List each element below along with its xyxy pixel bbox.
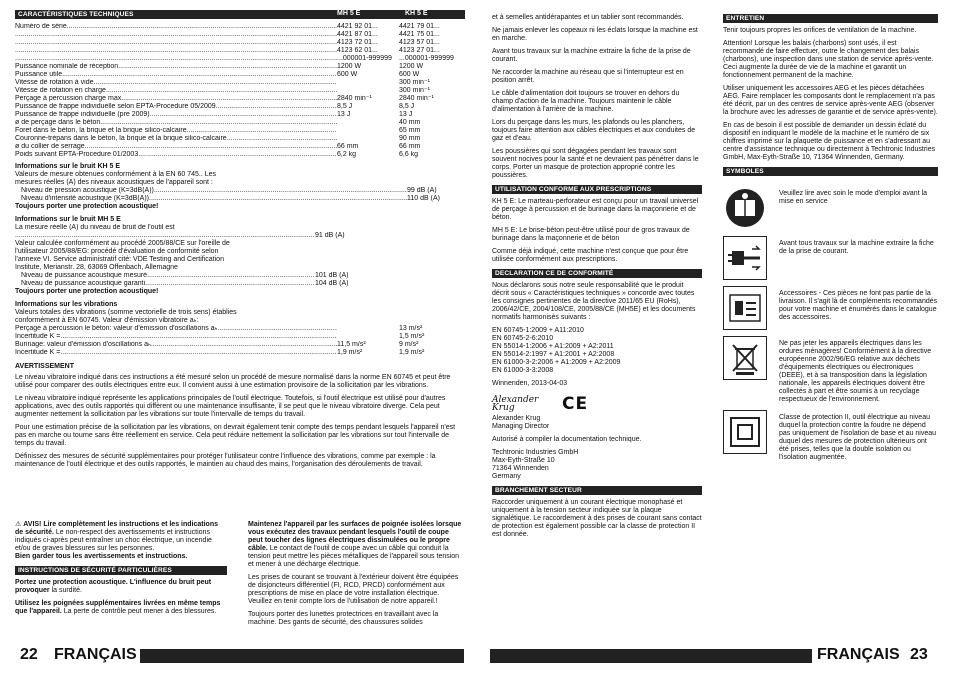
left-column-top [15, 10, 465, 474]
maintenance-header: ENTRETIEN [723, 14, 938, 23]
paragraph: Lors du perçage dans les murs, les plafonds ou les planchers, toujours faire attention aux câbles électriques et aux conduites de gaz et d'eau. [492, 119, 696, 142]
double-insulation-icon [723, 410, 767, 454]
unplug-icon [723, 236, 767, 280]
right-column-2 [723, 14, 938, 468]
spec-row [15, 143, 465, 151]
vib-kh: 13 m/s² [399, 325, 423, 332]
left-footer-bar [140, 649, 464, 663]
norm-item: EN 55014-2:1997 + A1:2001 + A2:2008 [492, 351, 615, 358]
norm-item: EN 55014-1:2006 + A1:2009 + A2:2011 [492, 343, 614, 350]
spec-mh: 6,2 kg [337, 151, 357, 158]
noise-mh-row [21, 272, 465, 280]
spec-label: ø de perçage dans le béton [15, 119, 101, 126]
spec-mh: 600 W [337, 71, 358, 78]
avis-text: Le non-respect des avertissements et instructions indiqués ci-après peut entraîner un choc électrique, un incendie et/ou de graves blessures sur les personnes. [15, 529, 212, 552]
safety-2-text: La perte de contrôle peut mener à des blessures. [61, 608, 217, 615]
serial-row [15, 47, 465, 55]
use-mh: MH 5 E: Le brise-béton peut-être utilisé pour de gros travaux de burinage dans la maçonnerie et de béton [492, 227, 690, 242]
paragraph: Ne jamais enlever les copeaux ni les éclats lorsque la machine est en marche. [492, 27, 698, 42]
noise-mh-row: La mesure réelle (A) du niveau de bruit de l'outil est [15, 224, 175, 231]
right-footer-bar [490, 649, 812, 663]
noise-value: 110 dB (A) [407, 195, 440, 202]
spec-row [15, 79, 465, 87]
spec-mh: 1200 W [337, 63, 362, 70]
serial-label: Numéro de série [15, 23, 67, 30]
noise-label: Niveau de puissance acoustique mesuré [21, 272, 148, 279]
serial-row [15, 31, 465, 39]
spec-row [15, 111, 465, 119]
vib-kh: 9 m/s² [399, 341, 419, 348]
spec-kh: 600 W [399, 71, 420, 78]
address-line: 71364 Winnenden [492, 465, 549, 472]
vib-label: Burinage: valeur d'émission d'oscillations aₕ [15, 341, 151, 348]
vib-mh: 11,5 m/s² [337, 341, 366, 348]
spec-kh: 1200 W [399, 63, 424, 70]
norm-item: EN 61000-3-3:2008 [492, 367, 554, 374]
spec-kh: 13 J [399, 111, 413, 118]
warning-p3: Pour une estimation précise de la sollicitation par les vibrations, on devrait également tenir compte des temps pendant lesquels l'appareil n'est pas en marche ou tourne sans être réellement en service. Cela peut réduire nettement la sollicitation par les vibrations sur tout l'intervalle de temps du travail. [15, 424, 456, 447]
vib-row [15, 325, 465, 333]
spec-kh: 300 min⁻¹ [399, 87, 430, 94]
paragraph: Le câble d'alimentation doit toujours se trouver en dehors du champ d'action de la machine. Toujours maintenir le câble d'alimentation à l'arrière de la machine. [492, 90, 680, 113]
noise-mh-title: Informations sur le bruit MH 5 E [15, 216, 121, 223]
noise-mh-row [21, 280, 465, 288]
noise-value: 99 dB (A) [407, 187, 437, 194]
right-column-1 [492, 14, 702, 544]
safety-3-bold: Maintenez l'appareil par les surfaces de poignée isolées lorsque vous exécutez des travaux pendant lesquels l'outil de coupe peut toucher des lignes électriques dissimulées ou le propre câble. [248, 521, 462, 552]
norm-list [492, 327, 702, 375]
paragraph: Attention! Lorsque les balais (charbons) sont usés, il est recommandé de faire effectuer, outre le changement des balais (charbons), une inspection dans une station de service après-vente. Ceci augmente la durée de vie de la machine et garantit un fonctionnement permanent de la machine. [723, 40, 934, 79]
serial-row [15, 39, 465, 47]
vib-row [15, 333, 465, 341]
spec-label: Couronne-trépans dans le béton, la brique et la brique silico-calcaire [15, 135, 227, 142]
tech-specs-header: CARACTÉRISTIQUES TECHNIQUES [15, 10, 465, 19]
spec-row [15, 87, 465, 95]
paragraph: Ne raccorder la machine au réseau que si l'interrupteur est en position arrêt. [492, 69, 684, 84]
ear-protection-note-2: Toujours porter une protection acoustique! [15, 288, 159, 295]
spec-label: Puissance utile [15, 71, 63, 78]
signatory-name: Alexander Krug [492, 415, 541, 422]
left-column-bottom-a [15, 521, 227, 621]
spec-label: Poids suivant EPTA-Procedure 01/2003 [15, 151, 139, 158]
address-line: Techtronic Industries GmbH [492, 449, 579, 456]
spec-label: Puissance de frappe individuelle (pre 2009) [15, 111, 150, 118]
spec-kh: 90 mm [399, 135, 421, 142]
col-mh5: MH 5 E [337, 10, 361, 17]
serial-kh: 4421 79 01... [399, 23, 440, 30]
spec-mh: 66 mm [337, 143, 359, 150]
safety-1-bold: Portez une protection acoustique. L'influence du bruit peut provoquer [15, 579, 212, 594]
spec-mh [337, 127, 399, 135]
spec-mh [337, 87, 399, 95]
accessories-icon [723, 286, 767, 330]
symbol-read-manual [723, 186, 938, 230]
spec-kh: 66 mm [399, 143, 421, 150]
noise-mh-text: Valeur calculée conformément au procédé 2005/88/CE sur l'oreille de l'utilisateur 2005/88/EG: procédé d'évaluation de conformité selon l'annexe VI. Service administratif cité: VDE Testing and Certification Institute, Merianstr. 28, 63069 Offenbach, Allemagne [15, 240, 230, 271]
spec-label: Puissance nominale de réception [15, 63, 119, 70]
address [492, 449, 702, 481]
vib-mh [337, 333, 399, 341]
noise-kh-title: Informations sur le bruit KH 5 E [15, 163, 121, 170]
spec-label: Puissance de frappe individuelle selon EPTA-Procedure 05/2009 [15, 103, 216, 110]
paragraph: Les poussières qui sont dégagées pendant les travaux sont souvent nocives pour la santé et ne devraient pas pénétrer dans le corps. Porter un masque de protection approprié contre les poussières. [492, 148, 699, 179]
vib-label: Perçage à percussion le béton: valeur d'émission d'oscillations aₕ [15, 325, 218, 332]
read-manual-icon [723, 186, 767, 230]
spec-row [15, 103, 465, 111]
serial-mh: ...000001-999999 [337, 55, 392, 62]
declaration-place-date: Winnenden, 2013-04-03 [492, 380, 568, 387]
spec-mh [337, 135, 399, 143]
vib-kh: 1,5 m/s² [399, 333, 425, 340]
serial-row [15, 23, 465, 31]
noise-kh-intro: Valeurs de mesure obtenues conformément à la EN 60 745.. Les mesures réelles (A) des niveaux acoustiques de l'appareil sont : [15, 171, 217, 186]
serial-row [15, 55, 465, 63]
address-line: Max-Eyth-Straße 10 [492, 457, 555, 464]
left-page-number: 22 [20, 646, 38, 663]
paragraph: Utiliser uniquement les accessoires AEG et les pièces détachées AEG. Faire remplacer les composants dont le remplacement n'a pas été décrit, par un des centres de service après-vente AEG (observer la brochure avec les adresses de garantie et de service après-vente). [723, 85, 938, 116]
spec-label: Foret dans le béton, la brique et la brique silico-calcaire [15, 127, 187, 134]
vib-mh: 1,9 m/s² [337, 349, 363, 356]
safety-4: Les prises de courant se trouvant à l'extérieur doivent être équipées de disjoncteurs différentiel (FI, RCD, PRCD) conformément aux prescriptions de mise en place de votre installation électrique. Veuillez en tenir compte lors de l'utilisation de notre appareil.! [248, 574, 459, 605]
spec-row [15, 127, 465, 135]
vib-label: Incertitude K = [15, 333, 61, 340]
noise-kh-row [21, 195, 465, 203]
noise-mh-rows [15, 272, 465, 288]
warning-triangle-icon: ⚠ [15, 521, 22, 528]
maintenance-text [723, 27, 938, 162]
vib-intro: Valeurs totales des vibrations (somme vectorielle de trois sens) établies conformément à EN 60745. Valeur d'émission vibratoire aₕ: [15, 309, 237, 324]
vib-title: Informations sur les vibrations [15, 301, 118, 308]
spec-row [15, 135, 465, 143]
safety-2-bold: Utilisez les poignées supplémentaires livrées en même temps que l'appareil. [15, 600, 221, 615]
symbol-text-3: Accessoires - Ces pièces ne font pas partie de la livraison. Il s'agit là de compléments recommandés pour votre machine et énumérés dans le catalogue des accessoires. [779, 290, 938, 321]
symbol-unplug [723, 236, 938, 280]
noise-value: 104 dB (A) [315, 280, 349, 287]
crossed-bin-icon [723, 336, 767, 380]
noise-mh-value: 91 dB (A) [315, 232, 345, 239]
warning-p2: Le niveau vibratoire indiqué représente les applications principales de l'outil électrique. Toutefois, si l'outil électrique est utilisé pour d'autres applications, avec des outils rapportés qui diffèrent ou une maintenance insuffisante, il se peut que le niveau vibratoire diverge. Cela peut augmenter nettement la sollicitation par les vibrations sur toute l'intervalle de temps du travail. [15, 395, 446, 418]
noise-kh-row [21, 187, 465, 195]
serial-kh: 4421 75 01... [399, 31, 440, 38]
spec-mh [337, 119, 399, 127]
spec-kh: 2840 min⁻¹ [399, 95, 434, 102]
address-line: Germany [492, 473, 521, 480]
safety-5: Toujours porter des lunettes protectrices en travaillant avec la machine. Des gants de sécurité, des chaussures solides [248, 611, 439, 626]
serial-kh: 4123 27 01... [399, 47, 440, 54]
paragraph: Tenir toujours propres les orifices de ventilation de la machine. [723, 27, 917, 34]
left-page-title: FRANÇAIS [54, 646, 137, 663]
column-headers [15, 10, 465, 18]
warning-p1: Le niveau vibratoire indiqué dans ces instructions a été mesuré selon un procédé de mesure normalisé dans la norme EN 60745 et peut être utilisé pour comparer des outils électriques entre eux. Il convient aussi à une estimation provisoire de la sollicitation par les vibrations. [15, 374, 451, 389]
spec-row [15, 119, 465, 127]
safety-continued [492, 14, 702, 180]
spec-row [15, 63, 465, 71]
vib-kh: 1,9 m/s² [399, 349, 425, 356]
symbol-weee [723, 336, 938, 404]
serial-kh: 4123 57 01... [399, 39, 440, 46]
signature: Alexander Krug [492, 395, 539, 413]
noise-label: Niveau de puissance acoustique garanti [21, 280, 146, 287]
spec-mh: 13 J [337, 111, 351, 118]
norm-item: EN 61000-3-2:2006 + A1:2009 + A2:2009 [492, 359, 621, 366]
symbol-text-2: Avant tous travaux sur la machine extraire la fiche de la prise de courant. [779, 240, 934, 255]
spec-table [15, 63, 465, 159]
use-note: Comme déjà indiqué, cette machine n'est conçue que pour être utilisée conformément aux prescriptions. [492, 248, 689, 263]
noise-value: 101 dB (A) [315, 272, 349, 279]
noise-label: Niveau de pression acoustique (K=3dB(A)) [21, 187, 154, 194]
symbol-class-ii [723, 410, 938, 462]
vib-row [15, 349, 465, 357]
spec-kh: 40 mm [399, 119, 421, 126]
spec-kh: 300 min⁻¹ [399, 79, 430, 86]
branch-text: Raccorder uniquement à un courant électrique monophasé et uniquement à la tension secteur indiquée sur la plaque signalétique. Le raccordement à des prises de courant sans contact de protection est également possible car la classe de protection II est donnée. [492, 499, 702, 538]
declaration-header: DECLARATION CE DE CONFORMITÉ [492, 269, 702, 278]
noise-label: Niveau d'intensité acoustique (K=3dB(A)) [21, 195, 149, 202]
ear-protection-note: Toujours porter une protection acoustique! [15, 203, 159, 210]
use-kh: KH 5 E: Le marteau-perforateur est conçu pour un travail universel de perçage à percussion et de burinage dans la maçonnerie et de béton. [492, 198, 699, 221]
spec-kh: 65 mm [399, 127, 421, 134]
noise-kh-rows [15, 187, 465, 203]
right-page [477, 0, 954, 677]
symbols-header: SYMBOLES [723, 167, 938, 176]
symbol-text-5: Classe de protection II, outil électrique au niveau duquel la protection contre la foudre ne dépend pas uniquement de l'isolation de base et au niveau duquel des mesures de protection ultérieurs ont été prises, telles que la double isolation ou l'isolation augmentée. [779, 414, 937, 461]
avis-keep: Bien garder tous les avertissements et instructions. [15, 553, 188, 560]
norm-item: EN 60745-1:2009 + A11:2010 [492, 327, 584, 334]
symbol-text-4: Ne pas jeter les appareils électriques dans les ordures ménagères! Conformément à la directive européenne 2002/96/EG relative aux déchets d'équipements électriques ou électroniques (DEEE), et à sa transposition dans la législation nationale, les appareils électriques doivent être collectés à part et être soumis à un recyclage respectueux de l'environnement. [779, 340, 932, 403]
spec-label: ø du collier de serrage [15, 143, 85, 150]
spec-kh: 8,5 J [399, 103, 415, 110]
serial-mh: 4123 62 01... [337, 47, 378, 54]
spec-label: Perçage à percussion charge max. [15, 95, 124, 102]
safety-3-text: Le contact de l'outil de coupe avec un câble qui conduit la tension peut mettre les pièces métalliques de l'appareil sous tension et mener à une décharge électrique. [248, 545, 460, 568]
spec-mh: 8,5 J [337, 103, 353, 110]
spec-label: Vitesse de rotation en charge [15, 87, 106, 94]
paragraph: En cas de besoin il est possible de demander un dessin éclaté du dispositif en indiquant le modèle de la machine et le numéro de six chiffres imprimé sur la plaquette de puissance et en s'adressant au centre d'assistance technique ou directement à Techtronic Industries GmbH, Max-Eyth-Straße 10, 71364 Winnenden, Germany. [723, 122, 936, 161]
symbol-accessories [723, 286, 938, 330]
vib-rows [15, 325, 465, 357]
serial-numbers [15, 23, 465, 63]
use-header: UTILISATION CONFORME AUX PRESCRIPTIONS [492, 185, 702, 194]
paragraph: Avant tous travaux sur la machine extraire la fiche de la prise de courant. [492, 48, 691, 63]
serial-mh: 4421 92 01... [337, 23, 378, 30]
vib-mh [337, 325, 399, 333]
spec-label: Vitesse de rotation à vide [15, 79, 94, 86]
symbol-text-1: Veuillez lire avec soin le mode d'emploi avant la mise en service [779, 190, 928, 205]
declaration-text: Nous déclarons sous notre seule responsabilité que le produit décrit sous « Caractéristiques techniques » concorde avec toutes les consignes pertinentes de la directive 2011/65 EU (RoHs), 2006/42/CE, 2004/108/CE, 2005/88/CE (MH5E) et les documents normatifs harmonisés suivants : [492, 282, 696, 321]
spec-row [15, 71, 465, 79]
serial-mh: 4421 87 01... [337, 31, 378, 38]
right-page-number: 23 [910, 646, 928, 663]
vib-label: Incertitude K = [15, 349, 61, 356]
spec-kh: 6,6 kg [399, 151, 419, 158]
spec-row [15, 151, 465, 159]
col-kh5: KH 5 E [405, 10, 428, 17]
serial-kh: ...000001-999999 [399, 55, 454, 62]
branch-header: BRANCHEMENT SECTEUR [492, 486, 702, 495]
paragraph: et à semelles antidérapantes et un tablier sont recommandés. [492, 14, 684, 21]
left-column-bottom-b [248, 521, 463, 632]
spec-mh: 2840 min⁻¹ [337, 95, 372, 102]
spec-mh [337, 79, 399, 87]
safety-header: INSTRUCTIONS DE SÉCURITÉ PARTICULIÈRES [15, 566, 227, 575]
spec-row [15, 95, 465, 103]
safety-1-text: la surdité. [49, 587, 82, 594]
authorization: Autorisé à compiler la documentation technique. [492, 436, 642, 443]
avis-bold: AVIS! Lire complètement les instructions et les indications de sécurité. [15, 521, 218, 536]
ce-mark: CE [562, 394, 589, 414]
vib-row [15, 341, 465, 349]
right-page-title: FRANÇAIS [817, 646, 900, 663]
signatory-role: Managing Director [492, 423, 550, 430]
warning-title: AVERTISSEMENT [15, 363, 74, 370]
serial-mh: 4123 72 01... [337, 39, 378, 46]
norm-item: EN 60745-2-6:2010 [492, 335, 554, 342]
warning-p4: Définissez des mesures de sécurité supplémentaires pour protéger l'utilisateur contre l'influence des vibrations, comme par exemple : la maintenance de l'outil électrique et des outils rapportés, le maintien au chaud des mains, l'organisation des déroulements de travail. [15, 453, 436, 468]
